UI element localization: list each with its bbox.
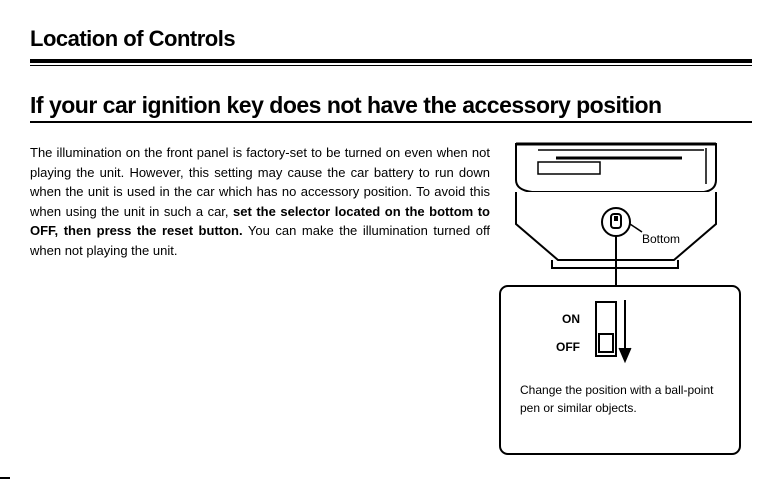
instruction-paragraph bbox=[30, 143, 490, 261]
zoom-detail-frame bbox=[500, 286, 740, 454]
instruction-text-part-2: You can make the illumination turned off when not playing the unit. bbox=[30, 223, 491, 258]
unit-illustration bbox=[516, 144, 716, 286]
header-rule-thin bbox=[30, 65, 752, 66]
figure-caption: Change the position with a ball-point pen or similar objects. bbox=[520, 383, 714, 415]
subsection-rule bbox=[30, 121, 752, 123]
page-edge-mark bbox=[0, 477, 10, 479]
section-title: Location of Controls bbox=[30, 26, 236, 51]
unit-bottom-diagram bbox=[492, 128, 754, 468]
bottom-label: Bottom bbox=[642, 232, 681, 246]
instruction-text-bold: set the selector located on the bottom to OFF, then press the reset button. bbox=[30, 203, 490, 239]
switch-off-label: OFF bbox=[556, 340, 580, 354]
header-rule-thick bbox=[30, 59, 752, 63]
switch-on-label: ON bbox=[562, 312, 580, 326]
instruction-text-part-1: The illumination on the front panel is factory-set to be turned on even when not playing the unit. However, this setting may cause the car battery to run down when the unit is used in the car which has no accessory position. To avoid this when using the unit in such a car, bbox=[30, 145, 490, 219]
on-off-switch bbox=[596, 300, 631, 362]
subsection-title: If your car ignition key does not have the accessory position bbox=[30, 92, 662, 118]
